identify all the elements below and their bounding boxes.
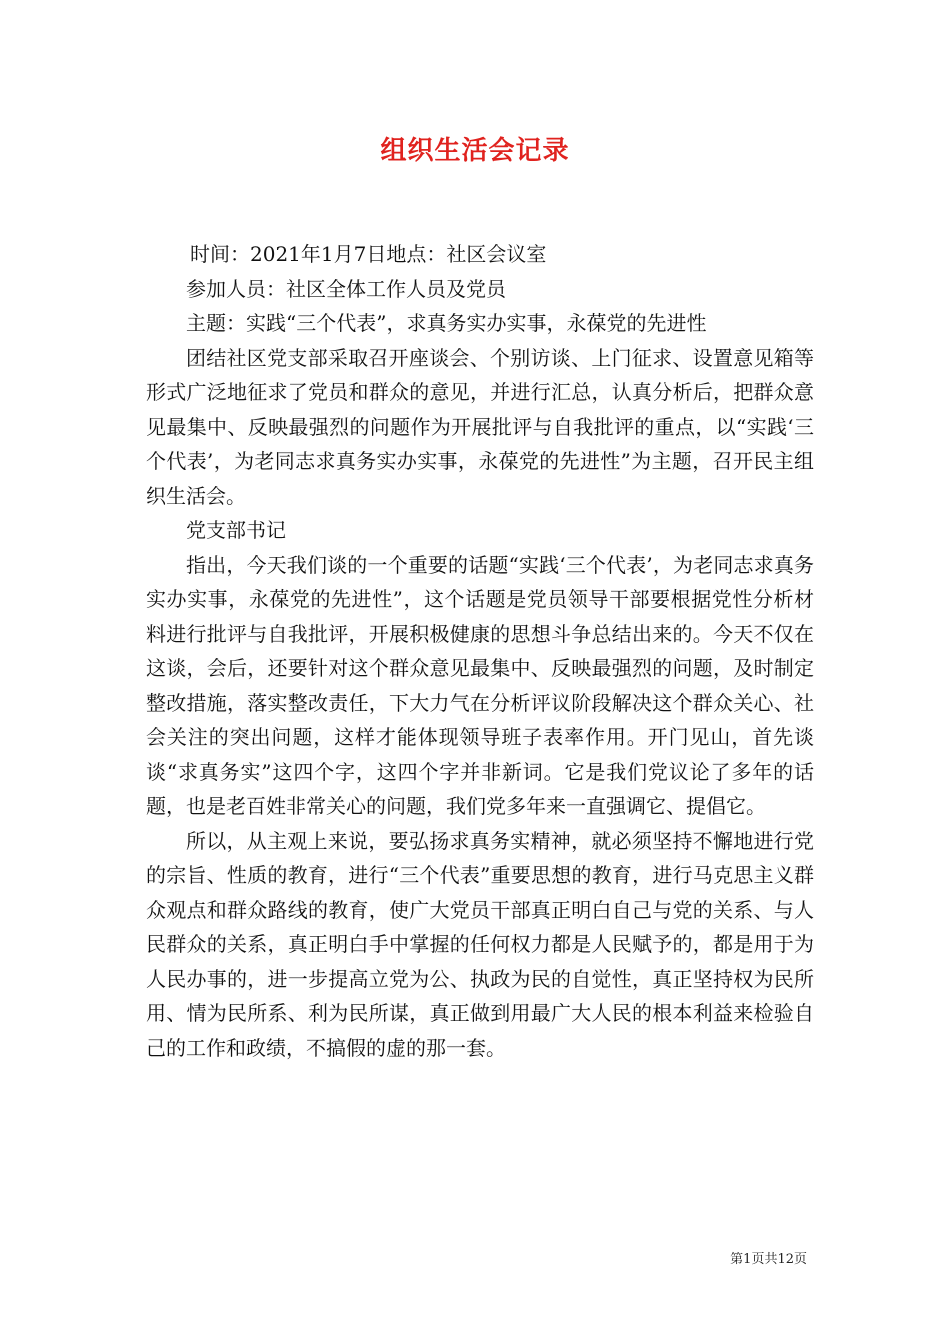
paragraph-speech: 指出，今天我们谈的一个重要的话题“实践‘三个代表’，为老同志求真务实办实事，永葆党的先进性”，这个话题是党员领导干部要根据党性分析材料进行批评与自我批评，开展积极健康的思想斗争总结出来的。今天不仅在这谈，会后，还要针对这个群众意见最集中、反映最强烈的问题，及时制定整改措施，落实整改责任，下大力气在分析评议阶段解决这个群众关心、社会关注的突出问题，这样才能体现领导班子表率作用。开门见山，首先谈谈“求真务实”这四个字，这四个字并非新词。它是我们党议论了多年的话题，也是老百姓非常关心的问题，我们党多年来一直强调它、提倡它。 [146, 552, 814, 818]
meeting-time-location: 时间：2021年1月7日地点：社区会议室 [190, 242, 547, 266]
document-title: 组织生活会记录 [380, 136, 570, 166]
page-number: 第1页共12页 [730, 1252, 807, 1267]
document-body [146, 237, 814, 1065]
paragraph-background: 团结社区党支部采取召开座谈会、个别访谈、上门征求、设置意见箱等形式广泛地征求了党员和群众的意见，并进行汇总，认真分析后，把群众意见最集中、反映最强烈的问题作为开展批评与自我批评的重点，以“实践‘三个代表’，为老同志求真务实办实事，永葆党的先进性”为主题，召开民主组织生活会。 [146, 345, 814, 508]
speaker-label: 党支部书记 [186, 518, 286, 542]
meeting-attendees: 参加人员：社区全体工作人员及党员 [186, 276, 506, 301]
paragraph-conclusion: 所以，从主观上来说，要弘扬求真务实精神，就必须坚持不懈地进行党的宗旨、性质的教育，进行“三个代表”重要思想的教育，进行马克思主义群众观点和群众路线的教育，使广大党员干部真正明白自己与党的关系、与人民群众的关系，真正明白手中掌握的任何权力都是人民赋予的，都是用于为人民办事的，进一步提高立党为公、执政为民的自觉性，真正坚持权为民所用、情为民所系、利为民所谋，真正做到用最广大人民的根本利益来检验自己的工作和政绩，不搞假的虚的那一套。 [146, 828, 814, 1060]
meeting-theme: 主题：实践“三个代表”，求真务实办实事，永葆党的先进性 [186, 311, 707, 335]
page-footer [0, 1248, 950, 1266]
